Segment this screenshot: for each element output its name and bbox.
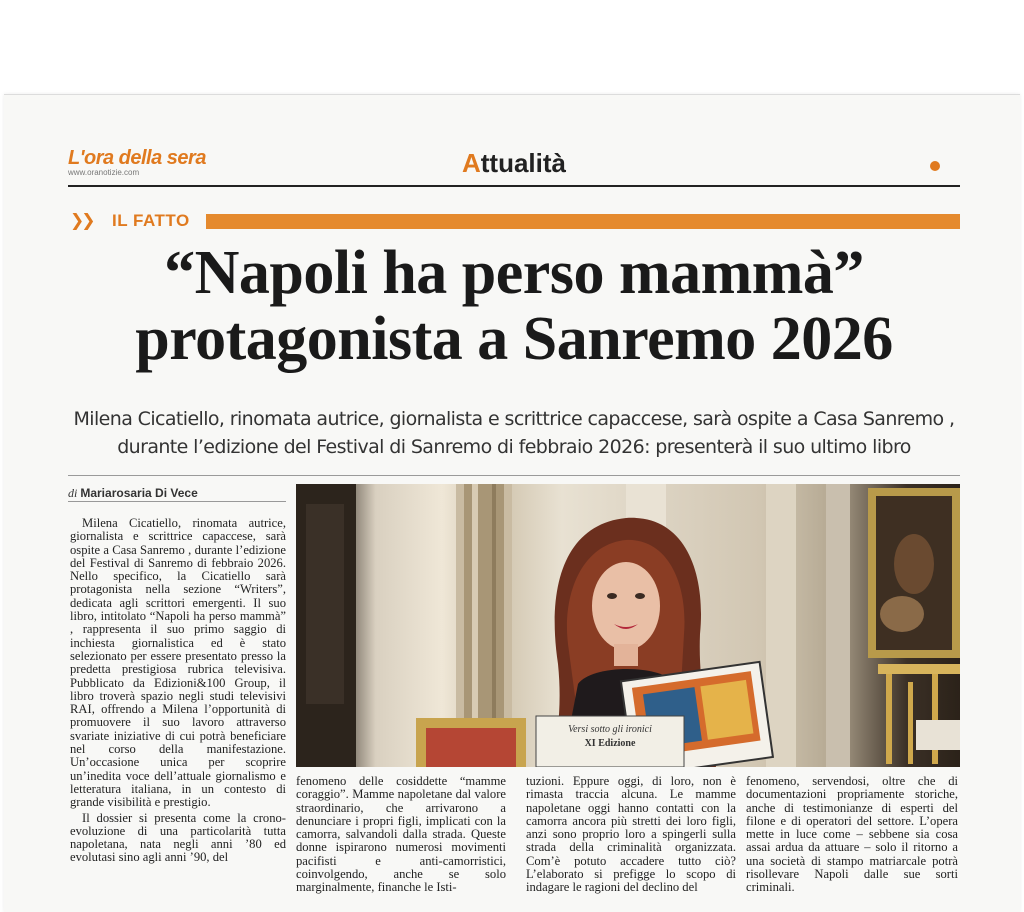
subheadline [44, 405, 984, 461]
book-cover-title: Versi sotto gli ironici [568, 724, 652, 735]
article-column-2 [296, 775, 506, 895]
article-column-3 [526, 775, 736, 895]
article-paragraph: fenomeno, servendosi, oltre che di documentazioni propriamente storiche, anche di testimonianze di esperti del filone e di operatori del settore. L’opera mette in luce come – sebbene sia cosa assai ardua da attuare – solo il ritorno a una società di stampo matriarcale potrà risollevare Napoli dalle sue sorti criminali. [746, 774, 958, 895]
book-cover-edition: XI Edizione [584, 738, 636, 749]
headline-line-2: protagonista a Sanremo 2026 [135, 305, 893, 373]
section-title-rest: ttualità [480, 148, 566, 178]
double-chevron-icon: ❯❯ [70, 211, 93, 231]
masthead-divider [68, 185, 960, 187]
kicker-bar [206, 214, 960, 229]
brand-url: www.oranotizie.com [68, 168, 140, 177]
article-paragraph: Milena Cicatiello, rinomata autrice, giornalista e scrittrice capaccese, sarà ospite a Casa Sanremo , durante l’edizione del Festival di Sanremo di febbraio 2026. Nello specifico, la Cicatiello sarà protagonista nella sezione “Writers”, dedicata agli scrittori emergenti. Il suo libro, intitolato “Napoli ha perso mammà” , rappresenta il suo primo saggio di inchiesta giornalistica ed è stato selezionato per essere presentato presso la predetta prestigiosa rubrica televisiva. Pubblicato da Edizioni&100 Group, il libro troverà spazio negli studi televisivi RAI, offrendo a Milena l’opportunità di promuovere il suo lavoro attraverso svariate iniziative di cui potrà beneficiare nel corso della manifestazione. Un’occasione unica per scoprire un’inedita voce dell’attuale giornalismo e letteratura italiana, in un contesto di grande visibilità e prestigio. [70, 516, 286, 810]
article-column-1 [70, 517, 286, 865]
photo-illustration [296, 484, 960, 767]
byline-author: Mariarosaria Di Vece [80, 486, 198, 500]
masthead [68, 147, 960, 187]
headline [44, 240, 984, 372]
article-paragraph: tuzioni. Eppure oggi, di loro, non è rimasta traccia alcuna. Le mamme napoletane oggi hanno contatti con la camorra ancora più stretti dei loro figli, anzi sono proprio loro a spingerli sulla strada della criminalità organizzata. Com’è potuto accadere tutto ciò? L’elaborato si prefigge lo scopo di indagare le ragioni del declino del [526, 774, 736, 895]
article-paragraph: Il dossier si presenta come la crono-evoluzione di una particolarità tutta napoletana, nata negli anni ’80 ed evolutasi sino agli anni ’90, del [70, 810, 286, 865]
byline [68, 486, 198, 501]
headline-line-1: “Napoli ha perso mammà” [164, 239, 864, 307]
accent-dot [930, 161, 940, 171]
deck-divider [68, 475, 960, 476]
kicker-label: IL FATTO [112, 211, 190, 230]
subheadline-line-1: Milena Cicatiello, rinomata autrice, giornalista e scrittrice capaccese, sarà ospite a Casa Sanremo , [73, 408, 955, 430]
section-title [68, 147, 960, 179]
newspaper-page [4, 94, 1020, 912]
section-title-initial: A [461, 148, 481, 178]
article-photo [296, 484, 960, 767]
kicker [68, 211, 960, 231]
article-paragraph: fenomeno delle cosiddette “mamme coraggio”. Mamme napoletane dal valore straordinario, che arrivarono a denunciare i propri figli, implicati con la camorra, salvandoli dalla strada. Queste donne ispirarono numerosi movimenti pacifisti e anti-camorristici, coinvolgendo, anche se solo marginalmente, finanche le Isti- [296, 774, 506, 895]
byline-divider [68, 501, 286, 502]
byline-prefix: di [68, 486, 78, 500]
article-column-4 [746, 775, 958, 895]
brand-name: L'ora della sera [68, 147, 206, 169]
subheadline-line-2: durante l’edizione del Festival di Sanremo di febbraio 2026: presenterà il suo ultimo libro [117, 436, 911, 458]
